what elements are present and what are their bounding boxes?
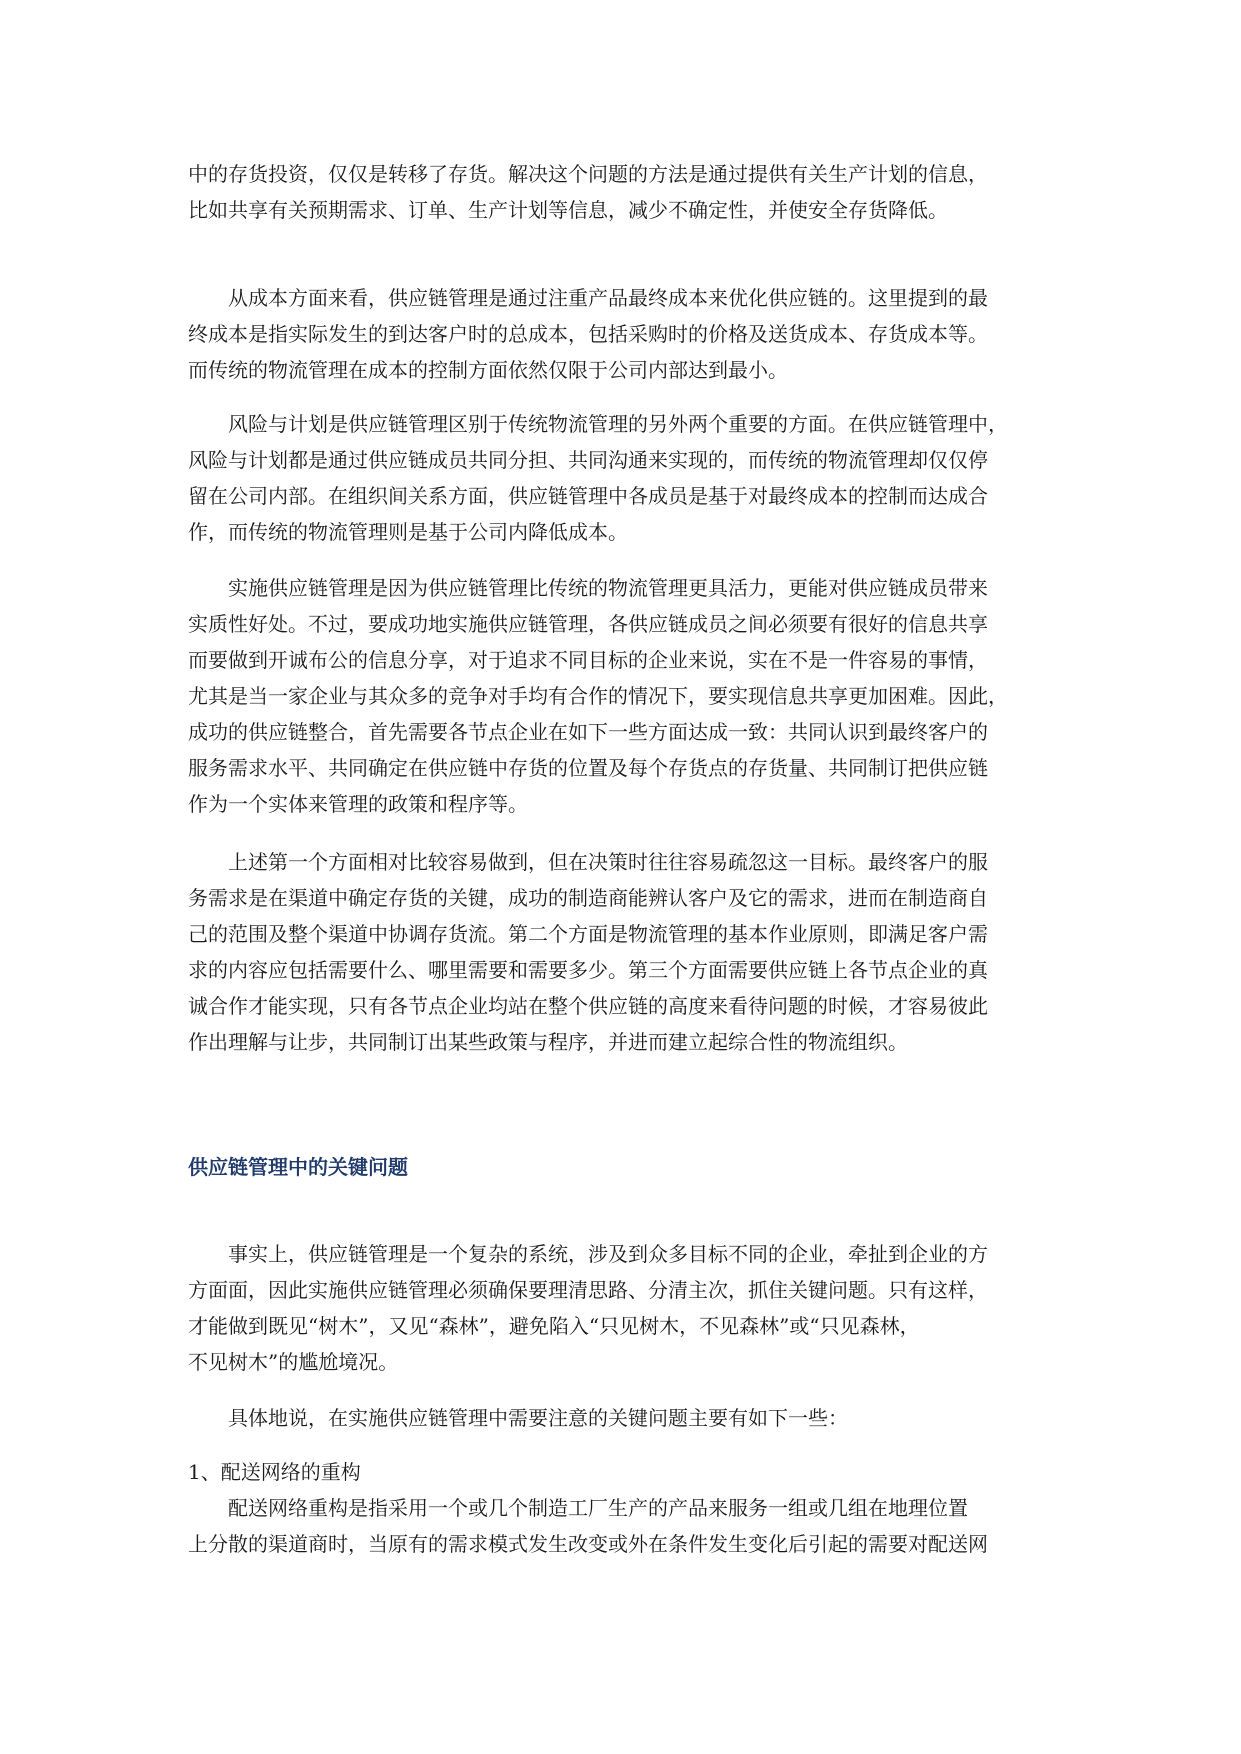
text-line: 从成本方面来看，供应链管理是通过注重产品最终成本来优化供应链的。这里提到的最 [228, 286, 988, 310]
text-line: 比如共享有关预期需求、订单、生产计划等信息，减少不确定性，并使安全存货降低。 [188, 198, 948, 222]
paragraph-7 [188, 1400, 1068, 1436]
text-line: 诚合作才能实现，只有各节点企业均站在整个供应链的高度来看待问题的时候，才容易彼此 [188, 994, 988, 1018]
text-line: 求的内容应包括需要什么、哪里需要和需要多少。第三个方面需要供应链上各节点企业的真 [188, 958, 988, 982]
text-line: 尤其是当一家企业与其众多的竞争对手均有合作的情况下，要实现信息共享更加困难。因此， [188, 684, 1008, 708]
text-line: 而传统的物流管理在成本的控制方面依然仅限于公司内部达到最小。 [188, 358, 788, 382]
list-item-title [188, 1454, 1068, 1490]
text-line: 1、配送网络的重构 [188, 1460, 361, 1484]
text-line: 风险与计划是供应链管理区别于传统物流管理的另外两个重要的方面。在供应链管理中， [228, 412, 1008, 436]
paragraph-3 [188, 406, 1068, 550]
text-line: 作出理解与让步，共同制订出某些政策与程序，并进而建立起综合性的物流组织。 [188, 1030, 908, 1054]
text-line: 成功的供应链整合，首先需要各节点企业在如下一些方面达成一致：共同认识到最终客户的 [188, 720, 988, 744]
text-line: 服务需求水平、共同确定在供应链中存货的位置及每个存货点的存货量、共同制订把供应链 [188, 756, 988, 780]
text-line: 实施供应链管理是因为供应链管理比传统的物流管理更具活力，更能对供应链成员带来 [228, 576, 988, 600]
paragraph-4 [188, 570, 1068, 822]
text-line: 配送网络重构是指采用一个或几个制造工厂生产的产品来服务一组或几组在地理位置 [228, 1496, 968, 1520]
text-line: 不见树木”的尴尬境况。 [188, 1350, 399, 1374]
text-line: 作，而传统的物流管理则是基于公司内降低成本。 [188, 520, 628, 544]
paragraph-1 [188, 156, 1068, 228]
text-line: 终成本是指实际发生的到达客户时的总成本，包括采购时的价格及送货成本、存货成本等。 [188, 322, 988, 346]
text-line: 留在公司内部。在组织间关系方面，供应链管理中各成员是基于对最终成本的控制而达成合 [188, 484, 988, 508]
paragraph-8 [188, 1490, 1068, 1562]
text-line: 务需求是在渠道中确定存货的关键，成功的制造商能辨认客户及它的需求，进而在制造商自 [188, 886, 988, 910]
text-line: 事实上，供应链管理是一个复杂的系统，涉及到众多目标不同的企业，牵扯到企业的方 [228, 1242, 988, 1266]
section-heading: 供应链管理中的关键问题 [188, 1155, 408, 1179]
text-line: 具体地说，在实施供应链管理中需要注意的关键问题主要有如下一些： [228, 1406, 848, 1430]
text-line: 中的存货投资，仅仅是转移了存货。解决这个问题的方法是通过提供有关生产计划的信息， [188, 162, 988, 186]
text-line: 上分散的渠道商时，当原有的需求模式发生改变或外在条件发生变化后引起的需要对配送网 [188, 1532, 988, 1556]
text-line: 而要做到开诚布公的信息分享，对于追求不同目标的企业来说，实在不是一件容易的事情， [188, 648, 988, 672]
text-line: 实质性好处。不过，要成功地实施供应链管理，各供应链成员之间必须要有很好的信息共享 [188, 612, 988, 636]
text-line: 作为一个实体来管理的政策和程序等。 [188, 792, 528, 816]
text-line: 上述第一个方面相对比较容易做到，但在决策时往往容易疏忽这一目标。最终客户的服 [228, 850, 988, 874]
paragraph-5 [188, 844, 1068, 1060]
paragraph-6 [188, 1236, 1068, 1380]
text-line: 己的范围及整个渠道中协调存货流。第二个方面是物流管理的基本作业原则，即满足客户需 [188, 922, 988, 946]
paragraph-2 [188, 280, 1068, 388]
text-line: 风险与计划都是通过供应链成员共同分担、共同沟通来实现的，而传统的物流管理却仅仅停 [188, 448, 988, 472]
text-line: 方面面，因此实施供应链管理必须确保要理清思路、分清主次，抓住关键问题。只有这样， [188, 1278, 988, 1302]
text-line: 才能做到既见“树木”，又见“森林”，避免陷入“只见树木，不见森林”或“只见森林， [188, 1314, 920, 1338]
